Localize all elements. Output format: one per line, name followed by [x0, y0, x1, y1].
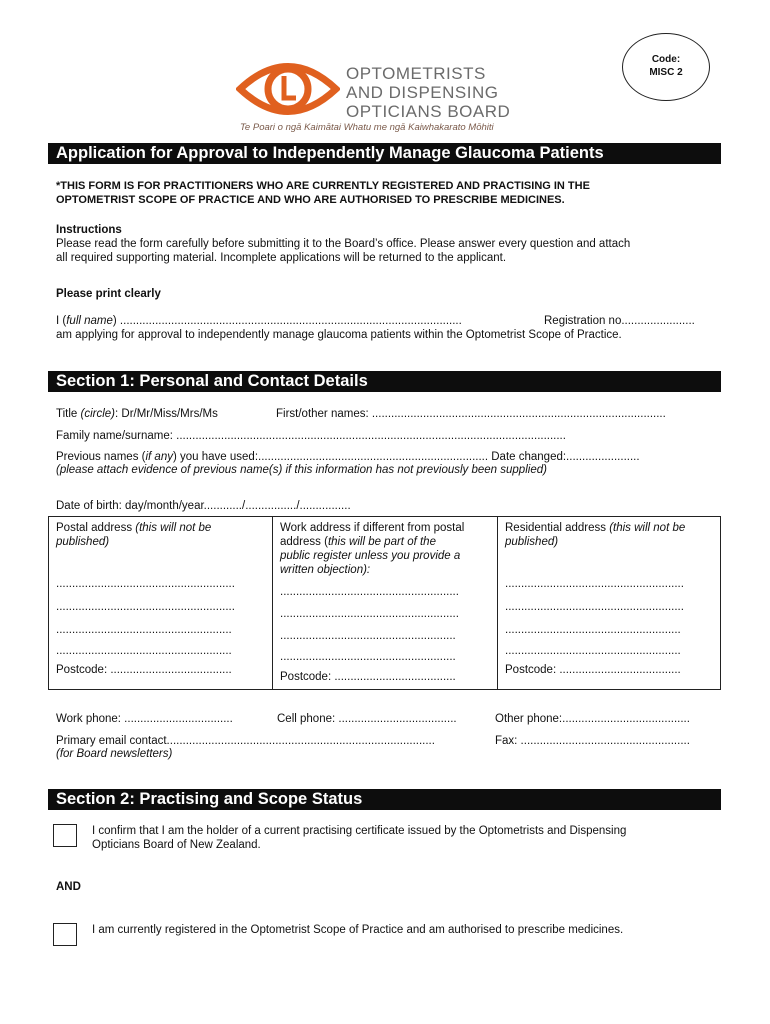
title-circle-note: (circle) [80, 408, 115, 420]
section-2-title: Section 2: Practising and Scope Status [48, 789, 721, 810]
email-note: (for Board newsletters) [56, 748, 173, 760]
eye-logo-icon [236, 54, 340, 124]
logo-line-1: OPTOMETRISTS [346, 64, 486, 83]
title-field[interactable] [56, 407, 218, 421]
notice-line-2: OPTOMETRIST SCOPE OF PRACTICE AND WHO ARE AUTHORISED TO PRESCRIBE MEDICINES. [56, 194, 565, 206]
work-line-3[interactable]: ....................................................... [280, 630, 456, 642]
postal-address-cell[interactable] [49, 517, 272, 689]
residential-line-2[interactable]: ........................................................ [505, 601, 684, 613]
work-line-2[interactable]: ........................................................ [280, 608, 459, 620]
date-of-birth-field[interactable]: Date of birth: day/month/year............/................/................ [56, 500, 351, 512]
notice-line-1: *THIS FORM IS FOR PRACTITIONERS WHO ARE CURRENTLY REGISTERED AND PRACTISING IN THE [56, 180, 590, 192]
board-logo [236, 54, 536, 134]
work-address-cell[interactable] [272, 517, 498, 689]
form-code-badge [622, 33, 710, 101]
postal-note: published) [56, 536, 110, 548]
code-label: Code: [651, 54, 681, 65]
address-table [48, 516, 721, 690]
work-addr-line-4: written objection): [280, 564, 371, 576]
email-field[interactable]: Primary email contact.................................................................................... [56, 735, 435, 747]
logo-subtitle: Te Poari o ngā Kaimātai Whatu me ngā Kaiwhakarato Mōhiti [240, 122, 494, 133]
prev-prefix: Previous names ( [56, 451, 146, 463]
work-addr-line-2: address (this will be part of the [280, 536, 436, 548]
instructions-line-2: all required supporting material. Incomplete applications will be returned to the applicant. [56, 252, 507, 264]
residential-label-line: Residential address (this will not be [505, 522, 686, 534]
work-line-1[interactable]: ........................................................ [280, 586, 459, 598]
work-phone-field[interactable]: Work phone: .................................. [56, 713, 233, 725]
family-name-field[interactable]: Family name/surname: .......................................................................................................................... [56, 430, 566, 442]
work-addr-line-3: public register unless you provide a [280, 550, 461, 562]
practising-certificate-checkbox[interactable] [53, 824, 77, 847]
residential-address-cell[interactable] [496, 517, 720, 689]
work-addr-line-1: Work address if different from postal [280, 522, 465, 534]
previous-names-note: (please attach evidence of previous name(s) if this information has not previously been supplied) [56, 464, 547, 476]
applicant-name-line[interactable] [56, 314, 462, 328]
fax-field[interactable]: Fax: ..................................................... [495, 735, 690, 747]
applicant-i: I ( [56, 315, 67, 327]
prev-suffix[interactable]: ) you have used:........................................................................ Date changed:....................... [172, 451, 640, 463]
previous-names-field[interactable] [56, 450, 640, 464]
and-label: AND [56, 881, 81, 893]
residential-line-4[interactable]: ....................................................... [505, 645, 681, 657]
postal-label-line: Postal address (this will not be [56, 522, 212, 534]
postal-line-1[interactable]: ........................................................ [56, 578, 235, 590]
scope-registration-checkbox[interactable] [53, 923, 77, 946]
code-value: MISC 2 [649, 67, 683, 78]
prev-if-any: if any [145, 451, 173, 463]
residential-line-3[interactable]: ....................................................... [505, 624, 681, 636]
print-clearly: Please print clearly [56, 288, 161, 300]
residential-note: published) [505, 536, 559, 548]
confirm-line-1: I confirm that I am the holder of a current practising certificate issued by the Optometrists and Dispensing [92, 825, 627, 837]
title-label: Title [56, 408, 81, 420]
residential-line-1[interactable]: ........................................................ [505, 578, 684, 590]
postal-line-3[interactable]: ....................................................... [56, 624, 232, 636]
registered-statement: I am currently registered in the Optometrist Scope of Practice and am authorised to prescribe medicines. [92, 924, 624, 936]
postal-line-2[interactable]: ........................................................ [56, 601, 235, 613]
instructions-heading: Instructions [56, 224, 122, 236]
logo-line-3: OPTICIANS BOARD [346, 102, 511, 121]
page-title: Application for Approval to Independently Manage Glaucoma Patients [48, 143, 721, 164]
full-name-label: full name [66, 315, 113, 327]
instructions-line-1: Please read the form carefully before submitting it to the Board’s office. Please answer every question and attach [56, 238, 631, 250]
other-phone-field[interactable]: Other phone:........................................ [495, 713, 690, 725]
full-name-field[interactable]: ) ........................................................................................................... [112, 315, 462, 327]
work-line-4[interactable]: ....................................................... [280, 651, 456, 663]
first-names-field[interactable]: First/other names: ............................................................................................ [276, 408, 666, 420]
applicant-statement: am applying for approval to independently manage glaucoma patients within the Optometrist Scope of Practice. [56, 329, 622, 341]
postal-postcode[interactable]: Postcode: ...................................... [56, 664, 232, 676]
work-postcode[interactable]: Postcode: ...................................... [280, 671, 456, 683]
cell-phone-field[interactable]: Cell phone: ..................................... [277, 713, 457, 725]
title-options[interactable]: : Dr/Mr/Miss/Mrs/Ms [115, 408, 218, 420]
residential-postcode[interactable]: Postcode: ...................................... [505, 664, 681, 676]
logo-line-2: AND DISPENSING [346, 83, 499, 102]
registration-number-field[interactable]: Registration no....................... [544, 315, 695, 327]
postal-line-4[interactable]: ....................................................... [56, 645, 232, 657]
confirm-line-2: Opticians Board of New Zealand. [92, 839, 261, 851]
section-1-title: Section 1: Personal and Contact Details [48, 371, 721, 392]
